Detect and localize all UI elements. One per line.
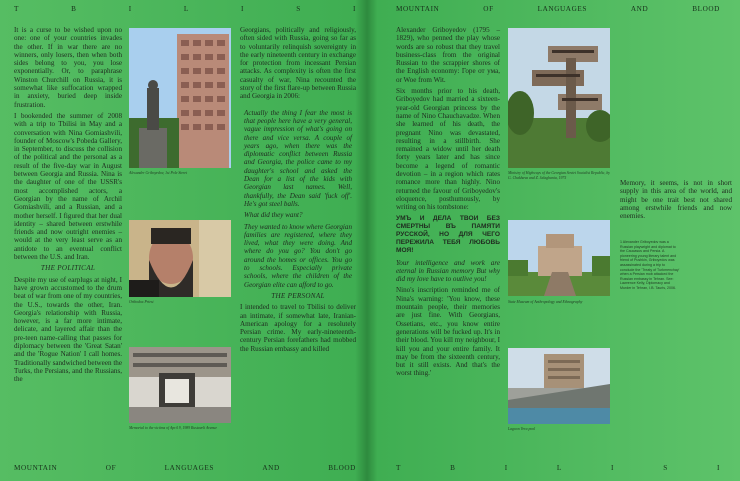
interview-question: What did they want? [244,211,303,220]
section-heading-political: THE POLITICAL [40,264,96,273]
footer-letter: I [611,464,615,472]
right-running-footer [396,464,720,472]
footer-word: AND [262,464,280,472]
photo-caption: State Museum of Anthropology and Ethnography [508,300,583,304]
header-word: AND [630,5,649,13]
paragraph: It is a curse to be wished upon no one: one of your countries invades the other. If in war there are no winners, only losers, then when both sides belong to you, you lose exponentially. Or, to paraphrase Winston Churchill on Russia, it is somewhat like suffocation wrapped in anxiety, buried deep inside frustration. [14,26,122,109]
footer-word: BLOOD [328,464,356,472]
footer-letter: I [504,464,508,472]
priest-illustration [129,220,231,297]
footer-letter: T [396,464,401,472]
footer-letter: I [716,464,720,472]
right-column-2 [620,179,732,223]
footer-word: LANGUAGES [164,464,214,472]
photo-caption: Lagoon Vera pool [508,427,536,431]
footer-letter: S [663,464,668,472]
photo-caption: Ministry of Highways of the Georgian Soviet Socialist Republic, by G. Chakhava and Z. Jalaghania, 1975 [508,171,610,180]
left-page [0,0,366,481]
paragraph: I bookended the summer of 2008 with a trip to Tbilisi in May and a conversation with Nina Gomiashvili, founder of Moscow's Pobeda Gallery, in September, to discuss the collision of the political and the personal as a result of the five-day war in August between Georgia and Russia. Nina is the daughter of one of the USSR's most accomplished actors, a Georgian by the name of Archil Gomiashvili, and a Russian, and a mother herself. I figured that her dual identity – shared between erstwhile friends and now outright enemies – would at the very least serve as an antidote to an eventual conflict between the U.S. and Iran. [14,111,122,262]
header-word: MOUNTAIN [396,5,440,13]
photo-ministry-of-highways [508,28,610,168]
photo-lagoon-vera-pool [508,348,610,424]
header-letter: I [241,5,245,13]
header-word: LANGUAGES [537,5,587,13]
footer-word: MOUNTAIN [14,464,58,472]
ministry-illustration [508,28,610,168]
photo-orthodox-priest [129,220,231,297]
quote-block: They wanted to know where Georgian families are registered, where they lived, what they were doing. And where do you go? You don't go around the homes or offices. You go to schools. Especially private schools, where the children of the Georgian elite can afford to go. [244,222,352,289]
header-letter: I [128,5,132,13]
header-letter: I [352,5,356,13]
left-running-header [14,5,356,13]
header-word: BLOOD [692,5,720,13]
footnote: 1 Alexander Griboyedov was a Russian playwright and diplomat to the Caucasus and Persia. A pioneering young literary talent and friend of Pushkin, Griboyedov was assassinated during a trip to conclude the 'Treaty of Turkmenchay' when a Persian mob attacked the Russian embassy in Tehran. See: Lawrence Kelly, Diplomacy and Murder in Tehran, I.B. Tauris, 2006. [620,240,680,290]
footer-letter: B [450,464,456,472]
left-column-2 [240,26,356,356]
quote-block: Actually the thing I fear the most is that people here have a very general, vague impression of what's going on there and vice versa. A couple of years ago, when there was the diplomatic conflict between Russia and Georgia, the police came to my daughter's school and asked the Dean for a list of the kids with Georgian last names. Well, thankfully, the Dean said 'fuck off'. He's got steel balls. [244,108,352,208]
header-letter: L [183,5,189,13]
paragraph: Despite my use of earplugs at night, I have grown accustomed to the drum beat of war from one of my countries, the U.S., towards the other, Iran. Georgia's relationship with Russia, however, is a far more intimate, delicate, and layered affair than the pre-teen name-calling that passes for diplomacy between the 'Great Satan' and the 'Rogue Nation' I call homes. Traditionally sandwiched between the Turks, the Persians, and the Russians, the [14,275,122,384]
left-column-1 [14,26,122,386]
photo-caption: Memorial to the victims of April 9, 1989 Rustaveli Avenue [129,426,218,430]
pool-illustration [508,348,610,424]
inscription-translation: Your intelligence and work are eternal in Russian memory But why did my love have to outlive you! [396,258,500,284]
photo-griboyedov-statue [129,28,231,168]
photo-state-museum [508,220,610,296]
paragraph: Nino's inscription reminded me of Nina's warning: 'You know, these mountain people, their memories are just fine. With Georgians, Ossetians, etc., you know entire generations will be fucked up. It's in their blood. You kill my neighbour, I kill you and your entire family. It may be from the sixteenth century, but it still exists. And that's the worst thing.' [396,286,500,378]
left-running-footer [14,464,356,472]
tombstone-inscription: УМЪ И ДЕЛА ТВОИ БЕЗ СМЕРТНЫ ВЪ ПАМЯТИ РУССКОЙ, НО ДЛЯ ЧЕГО ПЕРЕЖИЛА ТЕБЯ ЛЮБОВЬ МОЯ! [396,214,500,254]
header-letter: S [296,5,301,13]
photo-memorial [129,347,231,423]
photo-caption: Alexander Griboyedov, 1st Pole Street [129,171,188,175]
right-page [374,0,740,481]
paragraph: Memory, it seems, is not in short supply in this area of the world, and might be one trait best not shared among erstwhile friends and now enemies. [620,179,732,221]
footer-word: OF [105,464,117,472]
footer-letter: L [556,464,562,472]
museum-illustration [508,220,610,296]
section-heading-personal: THE PERSONAL [271,291,325,300]
memorial-illustration [129,347,231,423]
header-word: OF [483,5,494,13]
photo-caption: Orthodox Priest [129,300,154,304]
paragraph: Alexander Griboyedov (1795 – 1829), who penned the play whose words are so robust that they travel business-class from the original Russian to the scrappier shores of the English economy: Горе от ума, or Woe from Wit. [396,26,500,84]
paragraph: I intended to travel to Tbilisi to deliver an intimate, if somewhat late, Iranian-American apology for a resolutely Persian crime. My early-nineteenth-century Persian forefathers had mobbed the Russian embassy and killed [240,303,356,353]
statue-building-illustration [129,28,231,168]
right-running-header [396,5,720,13]
header-letter: B [71,5,77,13]
paragraph: Six months prior to his death, Griboyedov had married a sixteen-year-old Georgian princess by the name of Nino Chauchavadze. When she learned of his death, the pregnant Nino was devastated, resulting in a stillbirth. She remained a widow until her death forty years later and has since become a legend of romantic devotion – in a region which rates romance more than highly. Nino returned the favour of Griboyedov's eloquence, posthumously, by writing on his tombstone: [396,87,500,212]
paragraph: Georgians, politically and religiously, often sided with Russia, going so far as to voluntarily relinquish sovereignty in the early nineteenth century in exchange for protection from incessant Persian attacks. As complexity is often the first casualty of war, Nina recounted the story of the first flare-up between Russia and Georgia in 2006: [240,26,356,101]
right-column-1 [396,26,500,381]
header-letter: T [14,5,19,13]
